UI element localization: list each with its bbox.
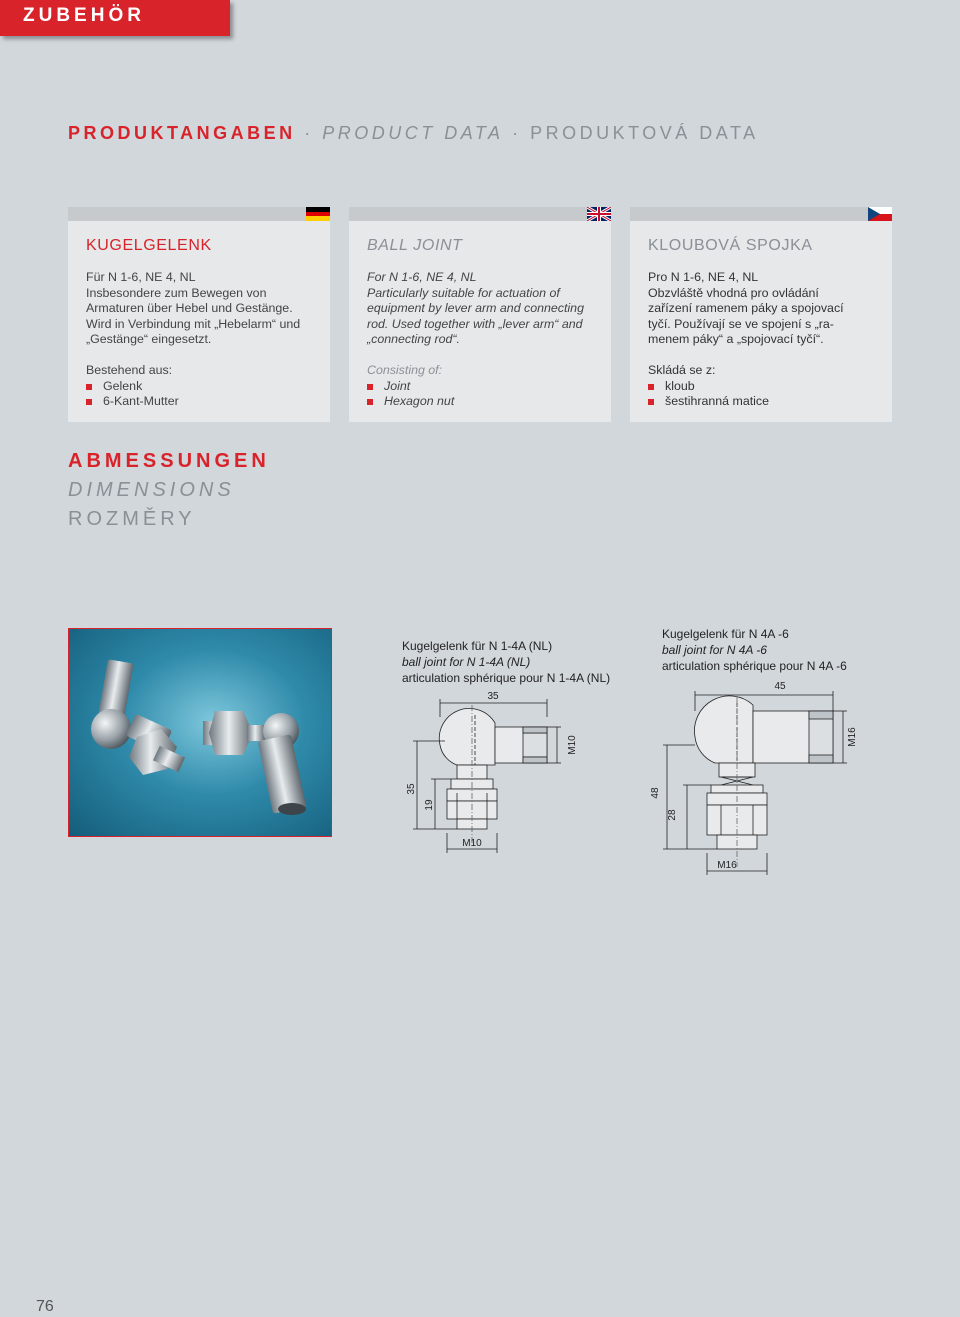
card-line: Insbesondere zum Bewegen von bbox=[86, 285, 267, 300]
card-line: „connecting rod“. bbox=[367, 332, 460, 347]
product-data-title bbox=[68, 123, 759, 144]
card-line: Obzvláště vhodná pro ovládání bbox=[648, 285, 819, 300]
thread-bottom-label: M10 bbox=[462, 838, 482, 849]
product-title-cz: PRODUKTOVÁ DATA bbox=[530, 123, 759, 143]
caption-en: ball joint for N 4A -6 bbox=[662, 643, 767, 657]
card-line: „Gestänge“ eingesetzt. bbox=[86, 332, 212, 347]
czech-flag-icon bbox=[868, 207, 892, 221]
card-line: tyčí. Používají se ve spojení s „ra- bbox=[648, 316, 834, 331]
card-item-list bbox=[86, 379, 322, 410]
uk-flag-icon bbox=[587, 207, 611, 221]
list-item: Joint bbox=[367, 379, 603, 395]
caption-fr: articulation sphérique pour N 4A -6 bbox=[662, 659, 847, 673]
card-line: For N 1-6, NE 4, NL bbox=[367, 270, 477, 284]
dim-width-label: 35 bbox=[487, 691, 499, 702]
card-title: KUGELGELENK bbox=[86, 237, 212, 254]
thread-bottom-label: M16 bbox=[717, 860, 737, 871]
list-item: Gelenk bbox=[86, 379, 322, 395]
thread-side-label: M16 bbox=[847, 727, 858, 747]
card-line: equipment by lever arm and connecting bbox=[367, 301, 584, 316]
card-title: KLOUBOVÁ SPOJKA bbox=[648, 237, 813, 254]
list-item: 6-Kant-Mutter bbox=[86, 394, 322, 410]
caption-de: Kugelgelenk für N 4A -6 bbox=[662, 627, 789, 641]
card-item-list bbox=[367, 379, 603, 410]
section-header-tab bbox=[0, 0, 230, 36]
card-german bbox=[68, 207, 330, 422]
product-photo bbox=[68, 628, 332, 837]
card-subtitle: Consisting of: bbox=[367, 362, 443, 377]
dim-stud-label: 19 bbox=[424, 799, 435, 811]
dimensions-title-cz: ROZMĚRY bbox=[68, 508, 196, 530]
product-title-en: PRODUCT DATA bbox=[322, 123, 504, 143]
card-header-strip bbox=[68, 207, 330, 221]
card-line: Particularly suitable for actuation of bbox=[367, 285, 560, 300]
thread-side-label: M10 bbox=[567, 735, 578, 755]
caption-en: ball joint for N 1-4A (NL) bbox=[402, 655, 531, 669]
card-line: menem páky“ a „spojovací tyčí“. bbox=[648, 332, 824, 347]
card-subtitle: Bestehend aus: bbox=[86, 362, 173, 377]
card-line: Wird in Verbindung mit „Hebelarm“ und bbox=[86, 316, 301, 331]
german-flag-icon bbox=[306, 207, 330, 221]
card-line: zařízení ramenem páky a spojovací bbox=[648, 301, 844, 316]
card-subtitle: Skládá se z: bbox=[648, 362, 716, 377]
dimensions-title-de: ABMESSUNGEN bbox=[68, 450, 270, 472]
list-item: kloub bbox=[648, 379, 884, 395]
caption-de: Kugelgelenk für N 1-4A (NL) bbox=[402, 639, 553, 653]
drawing1-technical bbox=[395, 685, 595, 855]
drawing1-caption bbox=[402, 638, 610, 686]
card-english bbox=[349, 207, 611, 422]
card-line: Pro N 1-6, NE 4, NL bbox=[648, 270, 759, 284]
dim-height-label: 48 bbox=[650, 787, 661, 799]
card-header-strip bbox=[349, 207, 611, 221]
drawing2-technical bbox=[645, 675, 865, 875]
section-header-title: ZUBEHÖR bbox=[23, 5, 145, 26]
card-czech bbox=[630, 207, 892, 422]
caption-fr: articulation sphérique pour N 1-4A (NL) bbox=[402, 671, 611, 685]
card-line: Für N 1-6, NE 4, NL bbox=[86, 270, 196, 284]
page-number: 76 bbox=[36, 1298, 54, 1315]
product-title-de: PRODUKTANGABEN bbox=[68, 123, 296, 143]
card-header-strip bbox=[630, 207, 892, 221]
list-item: Hexagon nut bbox=[367, 394, 603, 410]
card-line: Armaturen über Hebel und Gestänge. bbox=[86, 301, 293, 316]
title-separator-2: · bbox=[512, 123, 522, 143]
dim-height-label: 35 bbox=[406, 783, 417, 795]
list-item: šestihranná matice bbox=[648, 394, 884, 410]
title-separator-1: · bbox=[304, 123, 314, 143]
dim-width-label: 45 bbox=[774, 681, 786, 692]
card-item-list bbox=[648, 379, 884, 410]
card-title: BALL JOINT bbox=[367, 237, 463, 254]
card-line: rod. Used together with „lever arm“ and bbox=[367, 316, 583, 331]
dimensions-title-en: DIMENSIONS bbox=[68, 479, 235, 501]
drawing2-caption bbox=[662, 626, 847, 674]
dim-stud-label: 28 bbox=[667, 809, 678, 821]
